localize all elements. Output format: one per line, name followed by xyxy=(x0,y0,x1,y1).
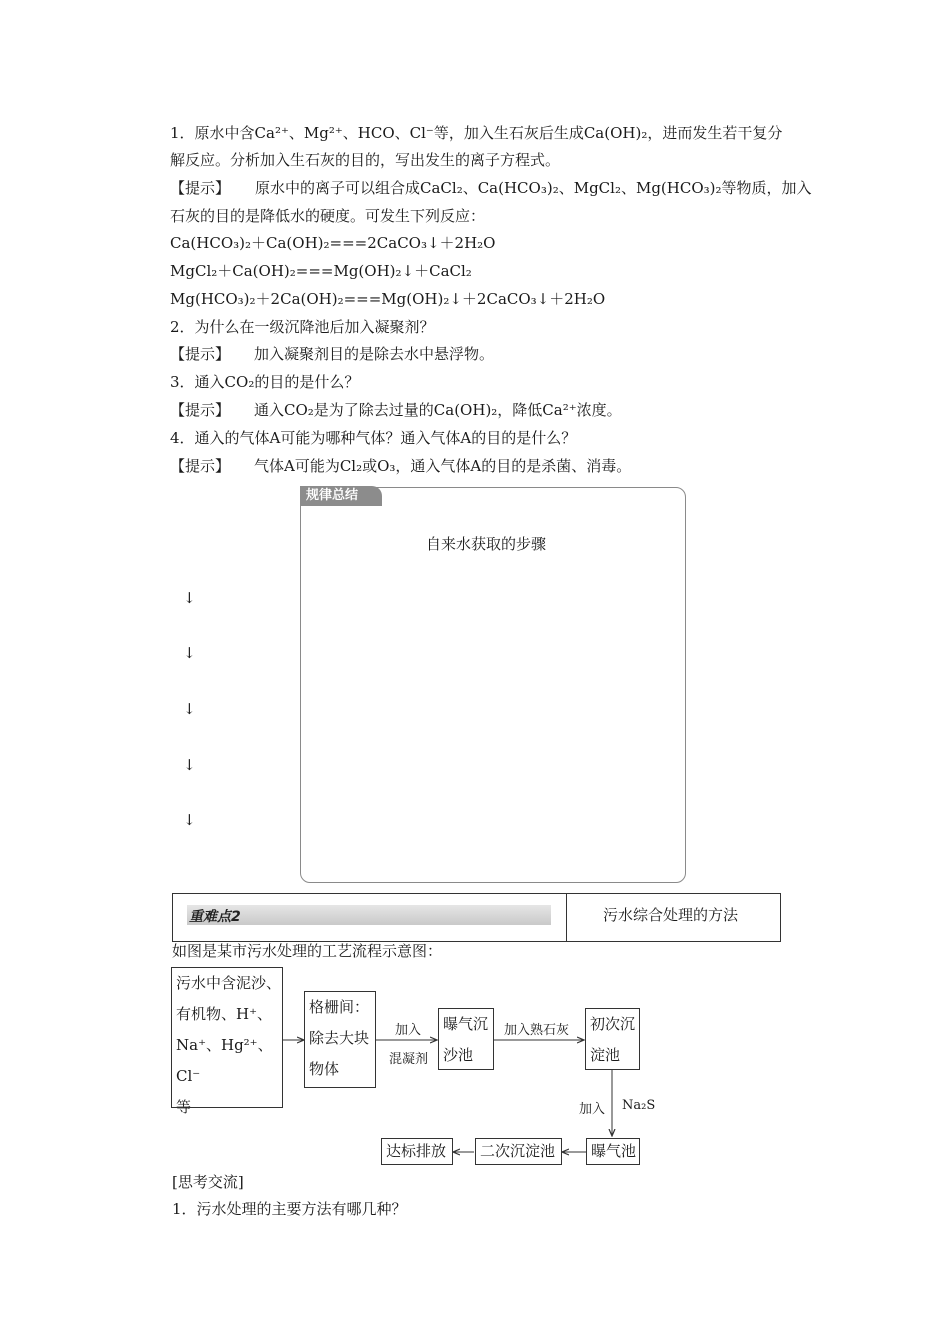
q1-line1: 1．原水中含Ca²⁺、Mg²⁺、HCO、Cl⁻等，加入生石灰后生成Ca(OH)₂，进而发生若干复分 xyxy=(170,124,783,142)
flow-grid-line: 格栅间： xyxy=(309,998,370,1016)
equation-3: Mg(HCO₃)₂＋2Ca(OH)₂===Mg(OH)₂↓＋2CaCO₃↓＋2H₂O xyxy=(170,290,606,308)
flow-primary-line: 初次沉 xyxy=(590,1015,636,1033)
flow-label-lime: 加入熟石灰 xyxy=(504,1023,570,1038)
thinking-question-1: 1．污水处理的主要方法有哪几种？ xyxy=(172,1200,407,1218)
flow-intro: 如图是某市污水处理的工艺流程示意图： xyxy=(172,942,443,960)
q4-question: 4．通入的气体A可能为哪种气体？通入气体A的目的是什么？ xyxy=(170,429,577,447)
flow-secondary-box: 二次沉淀池 xyxy=(475,1138,562,1165)
step-arrow: ↓ xyxy=(183,700,196,718)
flow-source-line: Na⁺、Hg²⁺、Cl⁻ xyxy=(176,1036,273,1085)
flow-grid-line: 物体 xyxy=(309,1060,340,1078)
step-arrow: ↓ xyxy=(183,589,196,607)
equation-1: Ca(HCO₃)₂＋Ca(OH)₂===2CaCO₃↓＋2H₂O xyxy=(170,234,496,252)
step-arrow: ↓ xyxy=(183,644,196,662)
thinking-heading: [思考交流] xyxy=(172,1173,244,1191)
flow-source-box xyxy=(171,967,283,1116)
flow-discharge-box: 达标排放 xyxy=(381,1138,453,1165)
flow-source-line: 等 xyxy=(176,1098,192,1116)
flow-aeration-box: 曝气池 xyxy=(586,1138,640,1165)
equation-2: MgCl₂＋Ca(OH)₂===Mg(OH)₂↓＋CaCl₂ xyxy=(170,262,472,280)
q1-hint-line2: 石灰的目的是降低水的硬度。可发生下列反应： xyxy=(170,207,486,225)
flow-label-na2s: Na₂S xyxy=(622,1098,656,1113)
q4-hint: 气体A可能为Cl₂或O₃，通入气体A的目的是杀菌、消毒。 xyxy=(254,457,632,475)
flow-source-line: 污水中含泥沙、 xyxy=(176,974,282,992)
q3-hint: 通入CO₂是为了除去过量的Ca(OH)₂，降低Ca²⁺浓度。 xyxy=(254,401,622,419)
flow-primary-box xyxy=(585,1008,640,1070)
flow-grid-box xyxy=(304,991,376,1088)
q4-hint-label: 【提示】 xyxy=(170,457,231,475)
step-arrow: ↓ xyxy=(183,811,196,829)
q2-hint: 加入凝聚剂目的是除去水中悬浮物。 xyxy=(254,345,495,363)
summary-tag: 规律总结 xyxy=(300,486,382,506)
flow-label-add: 加入 xyxy=(395,1023,422,1038)
flow-primary-line: 淀池 xyxy=(590,1046,621,1064)
q1-hint-label: 【提示】 xyxy=(170,179,231,197)
difficulty-title: 污水综合处理的方法 xyxy=(603,906,739,924)
summary-title: 自来水获取的步骤 xyxy=(426,535,547,553)
flow-source-line: 有机物、H⁺、 xyxy=(176,1005,272,1023)
flow-aeration-sand-line: 沙池 xyxy=(443,1046,474,1064)
step-arrow: ↓ xyxy=(183,756,196,774)
flow-aeration-sand-box xyxy=(438,1008,494,1070)
flow-grid-line: 除去大块 xyxy=(309,1029,370,1047)
q2-hint-label: 【提示】 xyxy=(170,345,231,363)
q2-question: 2．为什么在一级沉降池后加入凝聚剂？ xyxy=(170,318,435,336)
flow-aeration-sand-line: 曝气沉 xyxy=(443,1015,489,1033)
flow-label-add-2: 加入 xyxy=(579,1102,606,1117)
q1-hint-line1: 原水中的离子可以组合成CaCl₂、Ca(HCO₃)₂、MgCl₂、Mg(HCO₃)₂等物质，加入 xyxy=(255,179,812,197)
q1-line2: 解反应。分析加入生石灰的目的，写出发生的离子方程式。 xyxy=(170,151,561,169)
q3-question: 3．通入CO₂的目的是什么？ xyxy=(170,373,360,391)
flow-label-coagulant: 混凝剂 xyxy=(389,1052,429,1067)
q3-hint-label: 【提示】 xyxy=(170,401,231,419)
difficulty-tag: 重难点2 xyxy=(189,909,241,925)
